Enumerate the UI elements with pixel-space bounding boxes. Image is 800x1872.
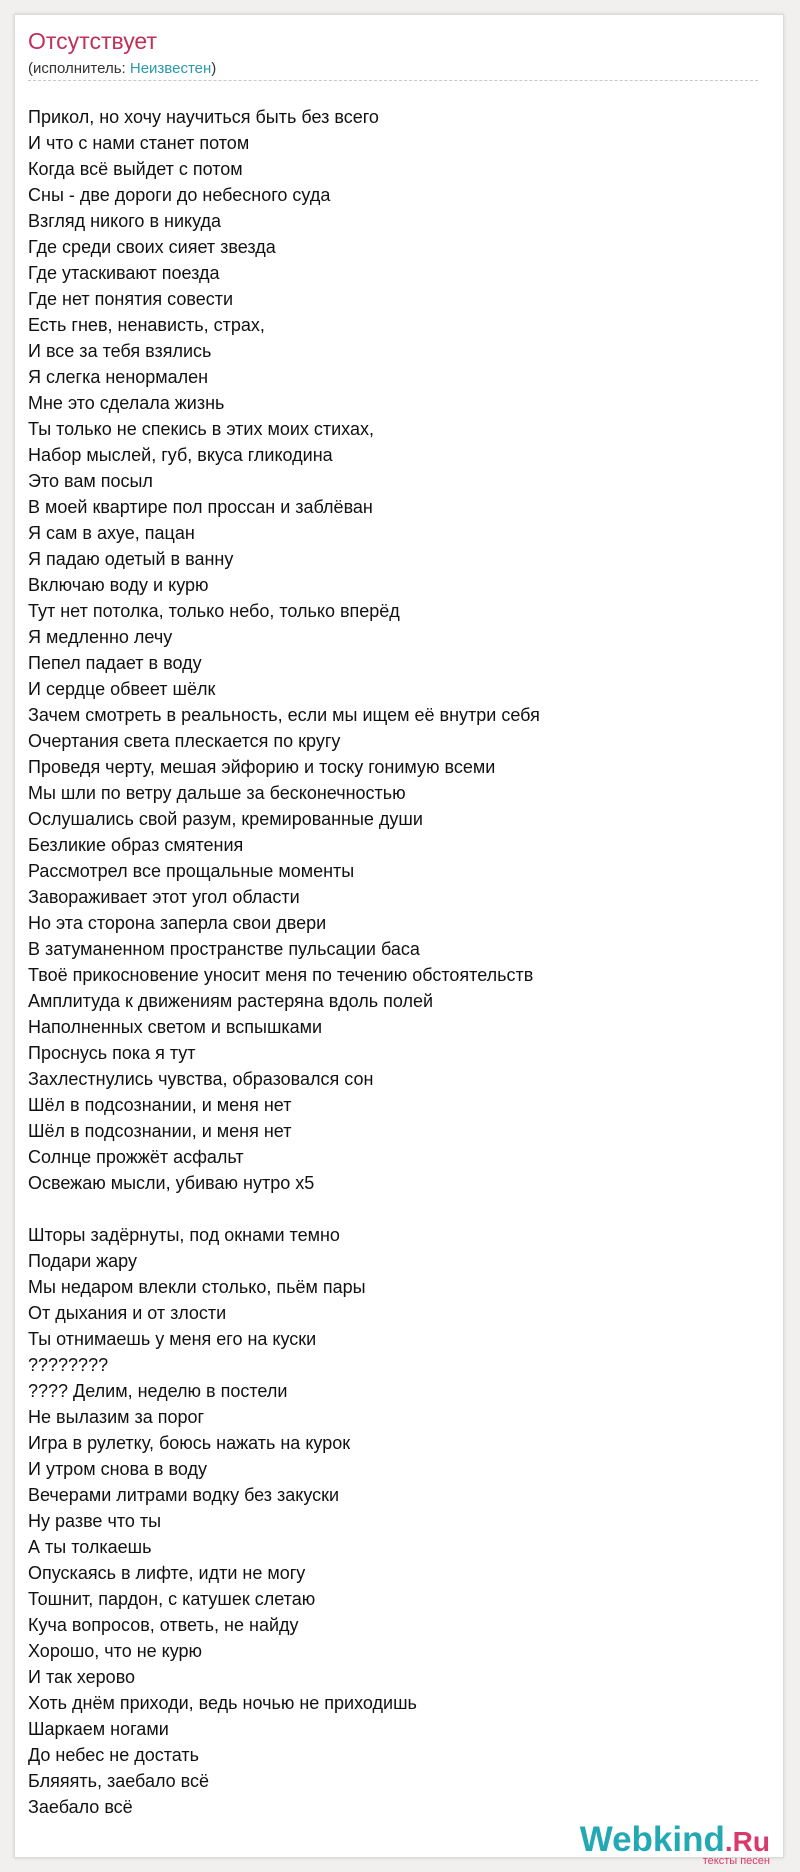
lyric-line: И что с нами станет потом xyxy=(28,133,250,153)
lyric-line: Завораживает этот угол области xyxy=(28,887,300,907)
lyric-line: Бляяять, заебало всё xyxy=(28,1771,210,1791)
lyric-line: Освежаю мысли, убиваю нутро x5 xyxy=(28,1173,315,1193)
lyric-line: Опускаясь в лифте, идти не могу xyxy=(28,1563,306,1583)
lyric-line: Безликие образ смятения xyxy=(28,835,244,855)
title-divider xyxy=(28,80,758,81)
lyric-line: Мне это сделала жизнь xyxy=(28,393,225,413)
logo-main: Webkind xyxy=(579,1820,725,1859)
lyric-line: Тошнит, пардон, с катушек слетаю xyxy=(28,1589,316,1609)
lyric-line: Я сам в ахуе, пацан xyxy=(28,523,195,543)
lyric-line: Зачем смотреть в реальность, если мы ищем её внутри себя xyxy=(28,705,540,725)
lyric-line: И все за тебя взялись xyxy=(28,341,212,361)
lyric-line: Шаркаем ногами xyxy=(28,1719,169,1739)
lyric-line: ???????? xyxy=(28,1355,109,1375)
lyric-line: Заебало всё xyxy=(28,1797,133,1817)
artist-line xyxy=(28,60,216,77)
lyric-line: Есть гнев, ненависть, страх, xyxy=(28,315,265,335)
lyric-line: Ты отнимаешь у меня его на куски xyxy=(28,1329,317,1349)
lyric-line: Шторы задёрнуты, под окнами темно xyxy=(28,1225,340,1245)
lyrics-stanza-1 xyxy=(28,104,758,1196)
lyric-line: Очертания света плескается по кругу xyxy=(28,731,341,751)
lyric-line: Солнце прожжёт асфальт xyxy=(28,1147,244,1167)
lyrics-block xyxy=(28,104,758,1820)
artist-suffix: ) xyxy=(211,60,217,77)
lyric-line: Где нет понятия совести xyxy=(28,289,234,309)
lyric-line: Мы шли по ветру дальше за бесконечностью xyxy=(28,783,406,803)
lyric-line: Проснусь пока я тут xyxy=(28,1043,196,1063)
lyric-line: Амплитуда к движениям растеряна вдоль полей xyxy=(28,991,434,1011)
lyric-line: Я медленно лечу xyxy=(28,627,173,647)
lyric-line: Хорошо, что не курю xyxy=(28,1641,203,1661)
lyric-line: До небес не достать xyxy=(28,1745,200,1765)
artist-prefix: (исполнитель: xyxy=(28,60,130,77)
lyric-line: В затуманенном пространстве пульсации баса xyxy=(28,939,420,959)
lyric-line: Игра в рулетку, боюсь нажать на курок xyxy=(28,1433,351,1453)
lyric-line: Набор мыслей, губ, вкуса гликодина xyxy=(28,445,333,465)
lyric-line: Вечерами литрами водку без закуски xyxy=(28,1485,340,1505)
lyric-line: Ну разве что ты xyxy=(28,1511,162,1531)
lyric-line: В моей квартире пол проссан и заблёван xyxy=(28,497,373,517)
lyric-line: Куча вопросов, ответь, не найду xyxy=(28,1615,299,1635)
lyric-line: Захлестнулись чувства, образовался сон xyxy=(28,1069,374,1089)
lyric-line: Включаю воду и курю xyxy=(28,575,209,595)
lyric-line: Пепел падает в воду xyxy=(28,653,202,673)
lyric-line: Ослушались свой разум, кремированные души xyxy=(28,809,423,829)
lyric-line: Рассмотрел все прощальные моменты xyxy=(28,861,355,881)
lyric-line: Наполненных светом и вспышками xyxy=(28,1017,323,1037)
lyric-line: И утром снова в воду xyxy=(28,1459,207,1479)
lyric-line: Твоё прикосновение уносит меня по течению обстоятельств xyxy=(28,965,534,985)
lyric-line: Это вам посыл xyxy=(28,471,153,491)
stanza-break xyxy=(28,1196,758,1222)
logo-suffix: .Ru xyxy=(724,1826,770,1857)
lyric-line: Я падаю одетый в ванну xyxy=(28,549,234,569)
lyric-line: Подари жару xyxy=(28,1251,137,1271)
lyric-line: Шёл в подсознании, и меня нет xyxy=(28,1095,292,1115)
artist-link[interactable]: Неизвестен xyxy=(129,60,212,77)
lyric-line: Мы недаром влекли столько, пьём пары xyxy=(28,1277,366,1297)
lyric-line: Взгляд никого в никуда xyxy=(28,211,221,231)
lyric-line: И сердце обвеет шёлк xyxy=(28,679,216,699)
lyric-line: Но эта сторона заперла свои двери xyxy=(28,913,327,933)
lyric-line: От дыхания и от злости xyxy=(28,1303,227,1323)
lyric-line: Проведя черту, мешая эйфорию и тоску гонимую всеми xyxy=(28,757,496,777)
lyric-line: ???? Делим, неделю в постели xyxy=(28,1381,288,1401)
lyric-line: Сны - две дороги до небесного суда xyxy=(28,185,331,205)
lyric-line: Хоть днём приходи, ведь ночью не приходишь xyxy=(28,1693,417,1713)
lyrics-stanza-2 xyxy=(28,1222,758,1820)
lyric-line: Где утаскивают поезда xyxy=(28,263,220,283)
lyric-line: Когда всё выйдет с потом xyxy=(28,159,243,179)
site-logo[interactable] xyxy=(580,1822,770,1857)
lyric-line: Ты только не спекись в этих моих стихах, xyxy=(28,419,374,439)
lyric-line: Где среди своих сияет звезда xyxy=(28,237,276,257)
logo-tagline: тексты песен xyxy=(702,1855,770,1867)
lyric-line: А ты толкаешь xyxy=(28,1537,152,1557)
song-title: Отсутствует xyxy=(28,28,157,54)
lyric-line: Тут нет потолка, только небо, только вперёд xyxy=(28,601,400,621)
lyric-line: Шёл в подсознании, и меня нет xyxy=(28,1121,292,1141)
lyric-line: И так херово xyxy=(28,1667,136,1687)
lyric-line: Я слегка ненормален xyxy=(28,367,209,387)
lyric-line: Прикол, но хочу научиться быть без всего xyxy=(28,107,379,127)
lyric-line: Не вылазим за порог xyxy=(28,1407,205,1427)
